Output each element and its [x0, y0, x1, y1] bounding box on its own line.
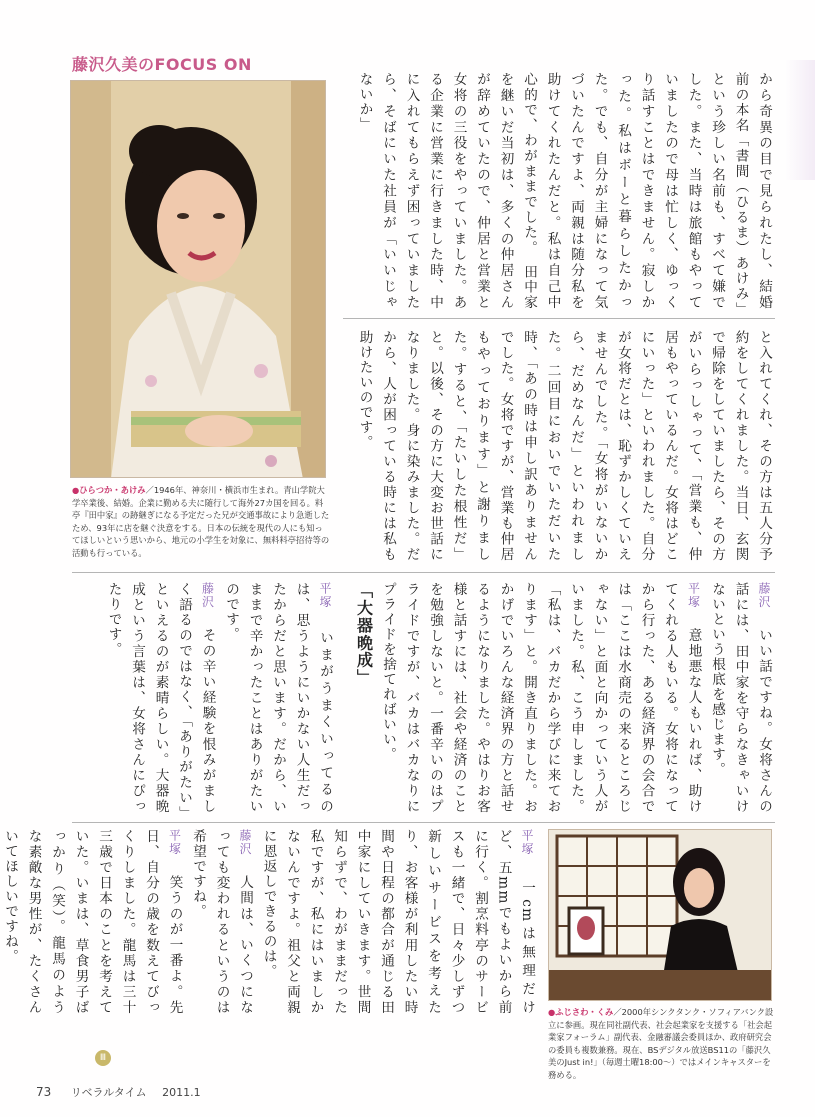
speaker-label: 藤沢 [200, 582, 215, 609]
caption-name: ●ふじさわ・くみ [548, 1007, 614, 1017]
end-mark-icon: Ⅲ [95, 1050, 111, 1066]
dialogue-text: 人間は、いくつになっても変われるというのは希望ですね。 [190, 829, 253, 1016]
speaker-label: 平塚 [686, 582, 701, 609]
body-text-block-3 [72, 582, 775, 814]
portrait-caption [72, 484, 330, 559]
body-text-block-2 [343, 330, 775, 562]
dialogue-text: その辛い経験を恨みがましく語るのではなく、「ありがたい」といえるのが素晴らしい。大器晩成という言葉は、女将さんにぴったりです。 [105, 582, 216, 815]
speaker-label: 平塚 [318, 582, 332, 609]
paragraph: から奇異の目で見られたし、結婚前の本名「書間（ひるま）あけみ」という珍しい名前も、すべて嫌でした。また、当時は旅館もやっていましたので母は忙しく、ゆっくり話すことはできません。寂しかった。私はボーと暮らしたかった。でも、自分が主婦になって気づいたんですよ、両親は随分私を助けてくれたんだと。私は自己中心的で、わがままでした。 田中家を継いだ当初は、多くの仲居さんが辞めていたので、仲居と営業と女将の三役をやっていました。ある企業に営業に行きました時、中に入れてもらえず困っていましたら、そばにいた社員が「いいじゃないか」 [356, 72, 772, 310]
next-page-edge [785, 60, 815, 180]
dialogue-text: いまがうまくいってるのは、思うようにいかない人生だったからだと思います。だから、いままで辛かったことはありがたいのです。 [223, 582, 333, 815]
page-footer [36, 1084, 201, 1100]
speaker-label: 平塚 [520, 829, 534, 856]
speaker-label: 藤沢 [238, 829, 252, 856]
dialogue-text: 意地悪な人もいれば、助けてくれる人もいる。女将になってから行った、ある経済界の会合では「ここは水商売の来るところじゃない」と面と向かっていう人がいました。私、こう申しました。「私は、バカだから学びに来ております」と。開き直りました。おかげでいろんな経済界の方と話せるようになりました。やはりお客様と話すには、社会や経済のことを勉強しないと。一番辛いのはプライドですが、バカはバカなりにプライドを捨てればいい。 [380, 582, 702, 815]
paragraph: と入れてくれ、その方は五人分予約をしてくれました。当日、玄関で帰除をしていましたら、その方がいらっしゃって、「営業も、仲居もやっているんだ。女将はどこにいった」といわれました。自分が女将だとは、恥ずかしくていえませんでした。「女将がいないから、だめなんだ」といわれました。二回目においでいただいた時、「あの時は申し訳ありませんでした。女将ですが、営業も仲居もやっております」と謝りました。すると、「たいした根性だ」と。以後、その方に大変お世話になりました。身に染みました。だから、人が困っている時には私も助けたいのです。 [356, 330, 772, 562]
dialogue-text: いい話ですね。女将さんの話には、田中家を守らなきゃいけないという根底を感じます。 [709, 582, 772, 815]
page-title: 藤沢久美のFOCUS ON [72, 55, 252, 74]
body-text-block-4 [2, 829, 538, 1016]
portrait-photo-fujisawa [548, 829, 772, 1001]
column-divider [343, 318, 775, 319]
dialogue-text: 一cmは無理だけど、五mmでもよいから前に行く。割烹料亭のサービスも一緒で、日々少しずつ新しいサービスを考えたり、お客様が利用したい時間や日程の都合が通じる田中家にしていきます。世間知らずで、わがままだった私ですが、私にはいましかないんですよ。祖父と両親に恩返しできるのは。 [260, 829, 535, 1015]
sub-photo-caption [548, 1006, 776, 1081]
dialogue-text: 笑うのが一番よ。先日、自分の歳を数えてびっくりしました。龍馬は三十三歳で日本のことを考えていた。いまは、草食男子ばっかり（笑）。龍馬のような素敵な男性が、たくさんいてほしいですね。 [2, 829, 183, 1016]
portrait-illustration [71, 81, 326, 478]
speaker-label: 藤沢 [757, 582, 771, 609]
body-text-block-1 [343, 72, 775, 310]
caption-name: ●ひらつか・あけみ [72, 485, 146, 495]
portrait-photo-hiratsuka [70, 80, 326, 478]
magazine-name: リベラルタイム [70, 1086, 147, 1099]
caption-text: ／2000年シンクタンク・ソフィアバンク設立に参画。現在同社副代表、社会起業家を支援する「社会起業家フォーラム」副代表、金融審議会委員ほか、政府研究会の委員も複数兼務。現在、BSデジタル放送BS11の「藤沢久美のJust in!」（毎週土曜18:00～）ではメインキャスターを務める。 [548, 1007, 774, 1080]
speaker-label: 平塚 [167, 829, 182, 856]
caption-text: ／1946年、神奈川・横浜市生まれ。青山学院大学卒業後、結婚。企業に勤める夫に随行して海外27カ国を回る。料亭『田中家』の跡継ぎになる予定だった兄が交通事故により急逝したため、93年に店を継ぐ決意をする。日本の伝統を現代の人にも知ってほしいという思いから、地元の小学生を対象に、無料料亭招待等の活動も行っている。 [72, 485, 330, 558]
column-divider [72, 572, 775, 573]
portrait-illustration [549, 830, 772, 1001]
section-heading: 「大器晩成」 [354, 582, 374, 687]
issue-date: 2011.1 [162, 1086, 201, 1099]
page-number: 73 [36, 1085, 52, 1099]
column-divider [72, 822, 775, 823]
